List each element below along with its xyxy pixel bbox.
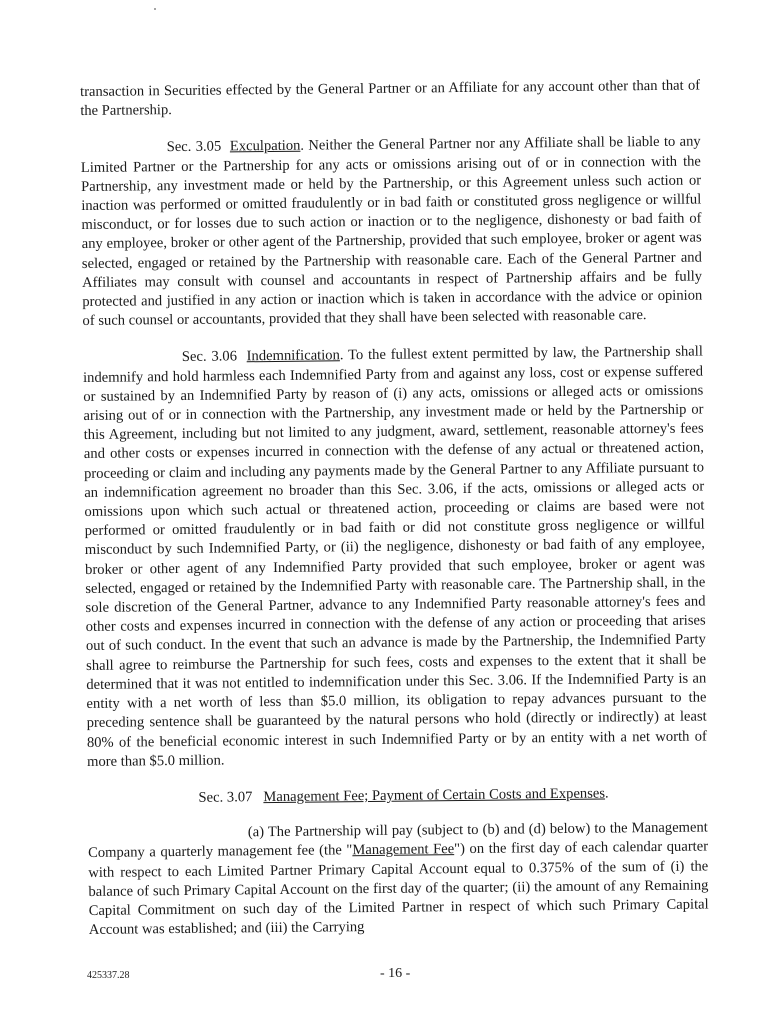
section-title-period: . <box>604 785 609 802</box>
defined-term: Management Fee <box>352 841 455 859</box>
section-number: Sec. 3.05 <box>166 138 222 156</box>
section-number: Sec. 3.06 <box>181 348 238 366</box>
section-body: . To the fullest extent permitted by law, the Partnership shall indemnify and hold harmless each Indemnified Party from and against any loss, cost or expense suffered or sustained by an Indemnified Party by reason of (i) any acts, omissions or alleged acts or omissions arising out of or in connection with the Partnership, any investment made or held by the Partnership or this Agreement, including but not limited to any judgment, award, settlement, reasonable attorney's fees and other costs or expenses incurred in connection with the defense of any actual or threatened action, proceeding or claim and including any payments made by the General Partner to any Affiliate pursuant to an indemnification agreement no broader than this Sec. 3.06, if the acts, omissions or alleged acts or omissions upon which such actual or threatened action, proceeding or claims are based were not performed or omitted fraudulently or in bad faith or did not constitute gross negligence or willful misconduct by such Indemnified Party, or (ii) the negligence, dishonesty or bad faith of any employee, broker or other agent of any Indemnified Party provided that such employee, broker or agent was selected, engaged or retained by the Indemnified Party with reasonable care. The Partnership shall, in the sole discretion of the General Partner, advance to any Indemnified Party reasonable attorney's fees and other costs and expenses incurred in connection with the defense of any action or proceeding that arises out of such conduct. In the event that such an advance is made by the Partnership, the Indemnified Party shall agree to reimburse the Partnership for such fees, costs and expenses to the extent that it shall be determined that it was not entitled to indemnification under this Sec. 3.06. If the Indemnified Party is an entity with a net worth of less than $5.0 million, its obligation to repay advances pursuant to the preceding sentence shall be guaranteed by the natural persons who hold (directly or indirectly) at least 80% of the beneficial economic interest in such Indemnified Party or by an entity with a net worth of more than $5.0 million. <box>83 343 707 770</box>
section-body: . Neither the General Partner nor any Affiliate shall be liable to any Limited Partner or the Partnership for any acts or omissions arising out of or in connection with the Partnership, any investment made or held by the Partnership, or this Agreement unless such action or inaction was performed or omitted fraudulently or in bad faith or constituted gross negligence or willful misconduct, or for losses due to such action or inaction or to the negligence, dishonesty or bad faith of any employee, broker or other agent of the Partnership, provided that such employee, broker or agent was selected, engaged or retained by the Partnership with reasonable care. Each of the General Partner and Affiliates may consult with counsel and accountants in respect of Partnership affairs and be fully protected and justified in any action or inaction which is taken in accordance with the advice or opinion of such counsel or accountants, provided that they shall have been selected with reasonable care. <box>80 133 703 330</box>
section-3-07-heading <box>87 783 707 809</box>
continuation-paragraph <box>80 77 700 122</box>
paragraph-a-start: (a) The Partnership will pay (subject to (b) and (d) below) to the Management Company a quarterly management fee (the " <box>87 819 708 862</box>
document-id: 425337.28 <box>87 970 130 981</box>
scan-speck <box>154 8 156 10</box>
section-title: Exculpation <box>229 138 301 155</box>
continuation-text: transaction in Securities effected by the General Partner or an Affiliate for any account other than that of the Partnership. <box>80 77 701 120</box>
section-title: Management Fee; Payment of Certain Costs and Expenses <box>263 785 606 806</box>
section-3-06 <box>83 343 707 772</box>
section-title: Indemnification <box>246 347 340 365</box>
document-body <box>80 77 709 959</box>
paragraph-a-rest: ") on the first day of each calendar quarter with respect to each Limited Partner Primary Capital Account equal to 0.375% of the sum of (i) the balance of such Primary Capital Account on the first day of the quarter; (ii) the amount of any Remaining Capital Commitment on such day of the Limited Partner in respect of which such Primary Capital Account was established; and (iii) the Carrying <box>88 838 709 939</box>
section-number: Sec. 3.07 <box>198 789 253 806</box>
section-3-05 <box>81 133 703 332</box>
page-number: - 16 - <box>380 966 411 981</box>
section-3-07-paragraph-a <box>88 819 709 941</box>
